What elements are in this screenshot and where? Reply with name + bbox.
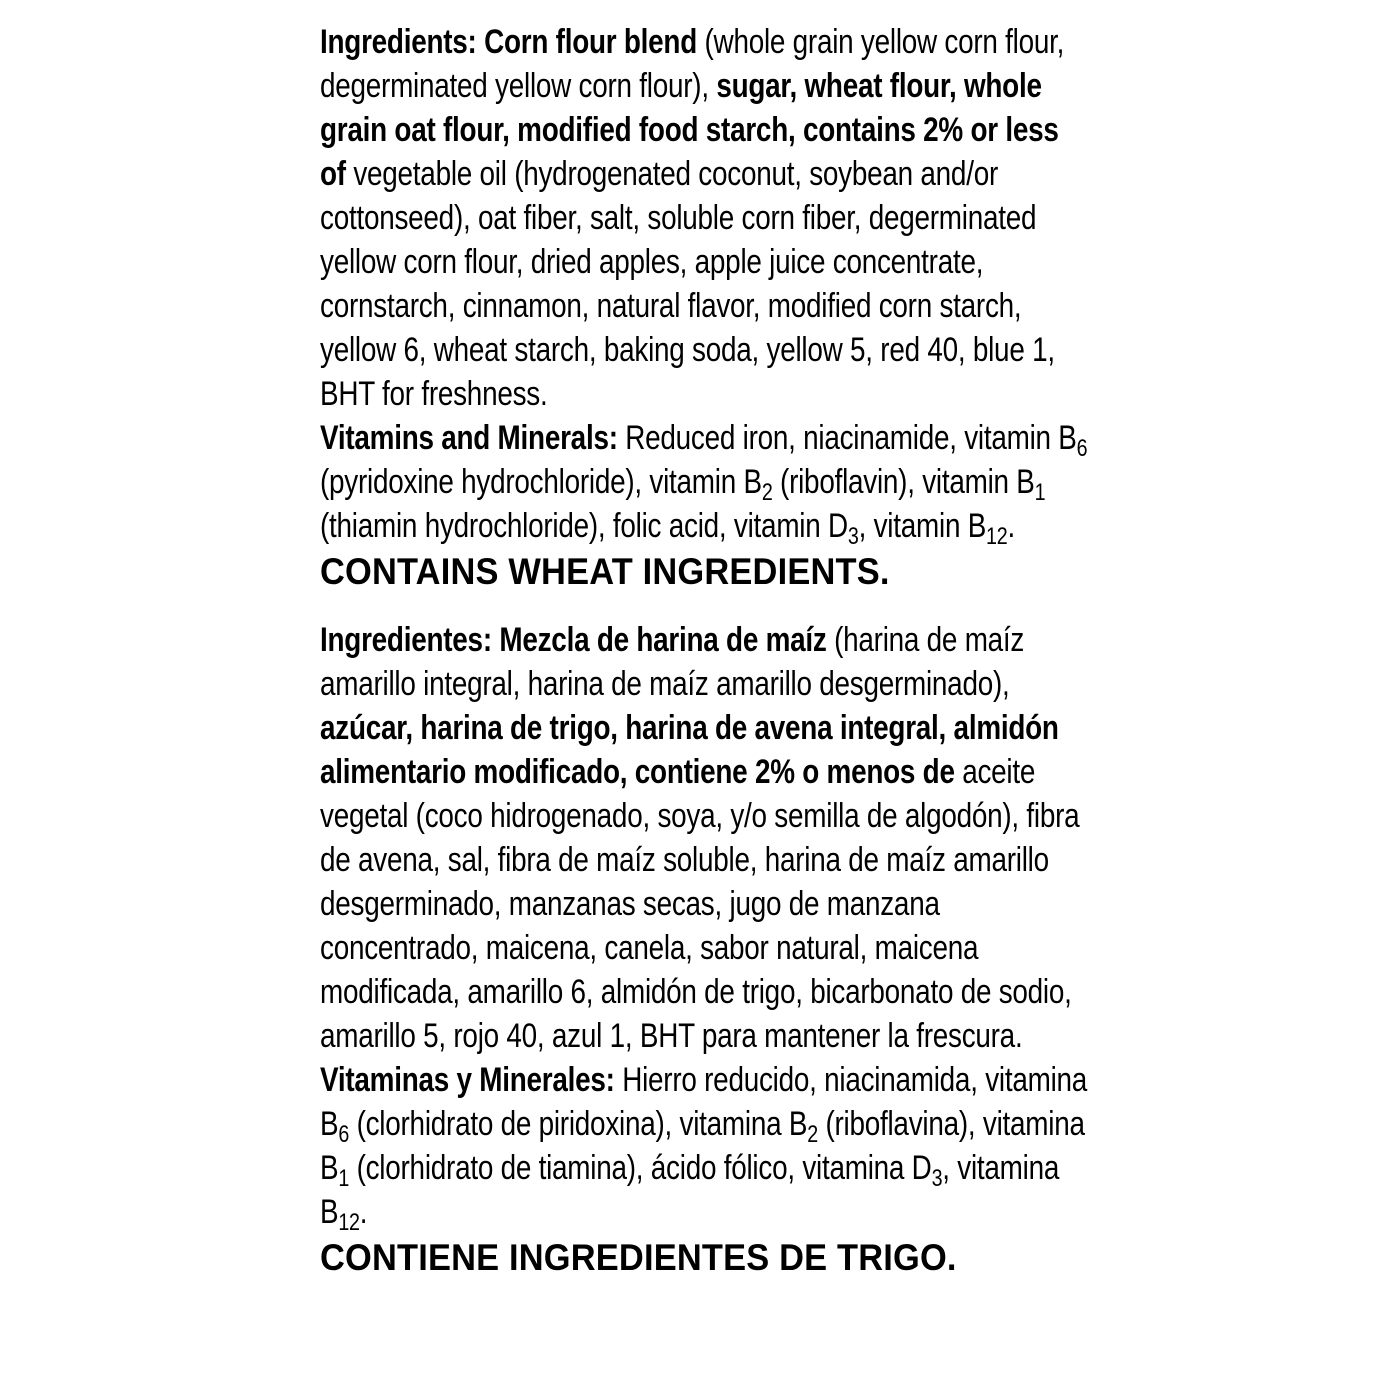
subscript: 1: [338, 1165, 350, 1192]
subscript: 12: [338, 1209, 360, 1236]
allergen-statement-spanish: CONTIENE INGREDIENTES DE TRIGO.: [320, 1237, 957, 1278]
vitamin-text: (clorhidrato de tiamina), ácido fólico, vitamina D: [356, 1149, 932, 1187]
primary-ingredients: sugar, wheat flour, whole grain oat flour, modified food starch, contains 2% or less of: [320, 67, 1059, 193]
subscript: 6: [338, 1121, 350, 1148]
english-vitamins: [320, 416, 1091, 548]
minor-ingredients: aceite vegetal (coco hidrogenado, soya, y/o semilla de algodón), fibra de avena, sal, fibra de maíz soluble, harina de maíz amarillo desgerminado, manzanas secas, jugo de manzana concentrado, maicena, canela, sabor natural, maicena modificada, amarillo 6, almidón de trigo, bicarbonato de sodio, amarillo 5, rojo 40, azul 1, BHT para mantener la frescura.: [320, 753, 1080, 1055]
subscript: 3: [847, 523, 859, 550]
english-ingredients: [320, 20, 1091, 416]
ingredients-heading: Ingredients:: [320, 23, 477, 61]
vitamin-text: Hierro reducido, niacinamida, vitamina B: [320, 1061, 1088, 1143]
main-ingredient: Mezcla de harina de maíz: [499, 621, 827, 659]
vitamin-text: .: [1007, 507, 1015, 545]
vitamin-text: (riboflavin), vitamin B: [780, 463, 1035, 501]
ingredient-detail: (whole grain yellow corn flour, degerminated yellow corn flour),: [320, 23, 1065, 105]
spanish-vitamins: [320, 1058, 1091, 1234]
vitamin-text: , vitamin B: [858, 507, 987, 545]
subscript: 12: [986, 523, 1008, 550]
spanish-ingredients: [320, 618, 1091, 1058]
ingredient-detail: (harina de maíz amarillo integral, harina de maíz amarillo desgerminado),: [320, 621, 1025, 703]
vitamin-text: (thiamin hydrochloride), folic acid, vitamin D: [320, 507, 848, 545]
primary-ingredients: azúcar, harina de trigo, harina de avena integral, almidón alimentario modificado, contiene 2% o menos de: [320, 709, 1059, 791]
vitamin-text: (clorhidrato de piridoxina), vitamina B: [356, 1105, 808, 1143]
vitamin-text: (pyridoxine hydrochloride), vitamin B: [320, 463, 762, 501]
minor-ingredients: vegetable oil (hydrogenated coconut, soybean and/or cottonseed), oat fiber, salt, soluble corn fiber, degerminated yellow corn flour, dried apples, apple juice concentrate, cornstarch, cinnamon, natural flavor, modified corn starch, yellow 6, wheat starch, baking soda, yellow 5, red 40, blue 1, BHT for freshness.: [320, 155, 1055, 413]
subscript: 2: [761, 479, 773, 506]
vitamin-text: (riboflavina), vitamina B: [320, 1105, 1085, 1187]
vitamins-heading: Vitamins and Minerals:: [320, 419, 618, 457]
subscript: 1: [1034, 479, 1046, 506]
section-gap: [320, 594, 1090, 618]
ingredients-heading: Ingredientes:: [320, 621, 492, 659]
ingredients-label-panel: [320, 20, 1090, 1280]
vitamins-heading: Vitaminas y Minerales:: [320, 1061, 615, 1099]
allergen-statement-english: CONTAINS WHEAT INGREDIENTS.: [320, 551, 890, 592]
vitamin-text: Reduced iron, niacinamide, vitamin B: [625, 419, 1077, 457]
main-ingredient: Corn flour blend: [484, 23, 698, 61]
vitamin-text: , vitamina B: [320, 1149, 1060, 1231]
subscript: 3: [931, 1165, 943, 1192]
vitamin-text: .: [359, 1193, 368, 1231]
subscript: 6: [1076, 435, 1088, 462]
subscript: 2: [807, 1121, 818, 1148]
